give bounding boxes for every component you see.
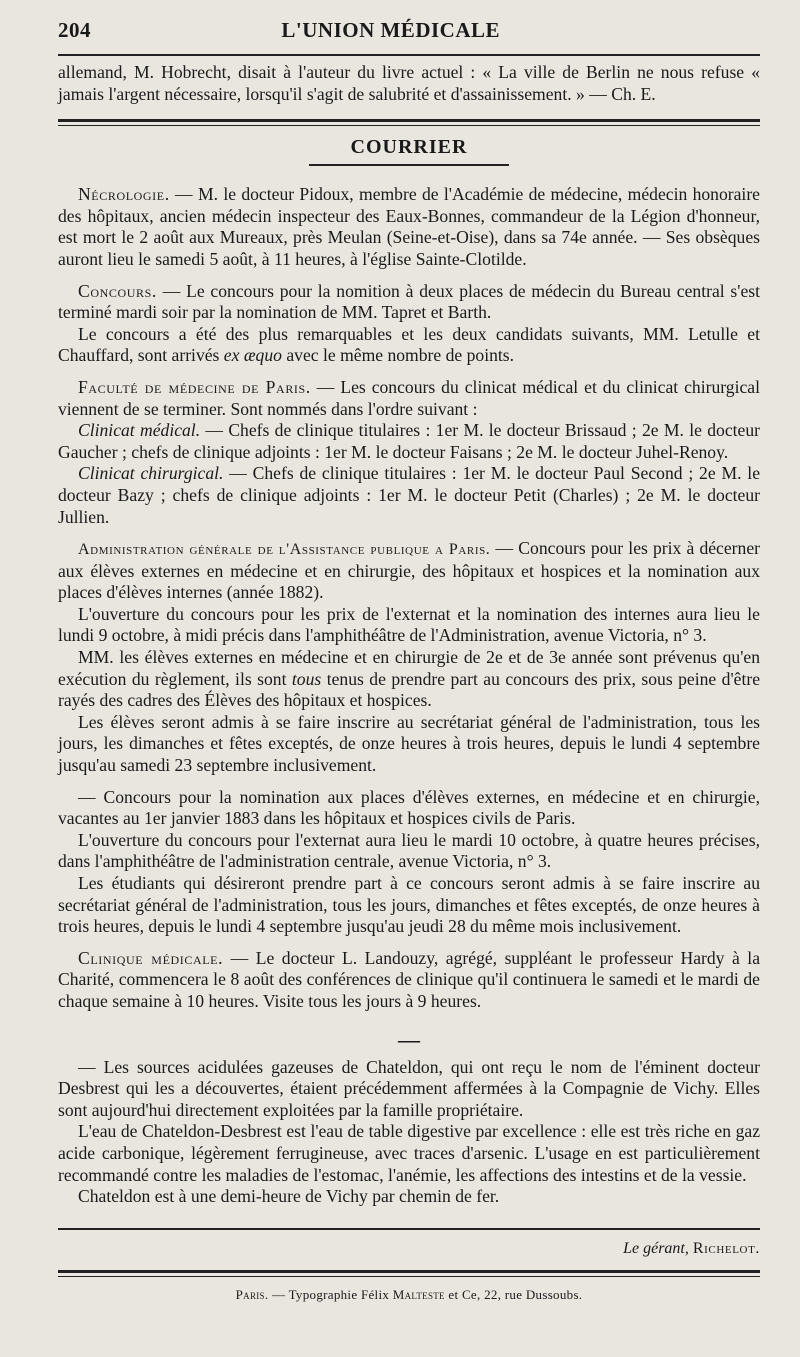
assistance-p3-tail: tenus de prendre part au concours des prix, sous peine d'être rayés des cadres des Élèves des hôpitaux et hospices. <box>58 668 760 711</box>
footer-city: Paris. <box>235 1286 269 1302</box>
journal-title: L'UNION MÉDICALE <box>281 18 500 42</box>
assistance-paragraph-6: L'ouverture du concours pour l'externat aura lieu le mardi 10 octobre, à quatre heures précises, dans l'amphithéâtre de l'administration centrale, avenue Victoria, n° 3. <box>58 829 760 872</box>
signature-name: Richelot. <box>692 1239 760 1257</box>
chateldon-paragraph-2: L'eau de Chateldon-Desbrest est l'eau de table digestive par excellence : elle est très riche en gaz acide carbonique, légèrement ferrugineuse, avec traces d'arsenic. L'usage en est particulièrement recommandé contre les maladies de l'estomac, l'anémie, les affections des intestins et de la vessie. <box>58 1121 760 1185</box>
faculte-paragraph <box>58 377 760 420</box>
necrologie-paragraph <box>58 184 760 270</box>
clinicat-chirurgical-paragraph <box>58 463 760 528</box>
chateldon-paragraph-3: Chateldon est à une demi-heure de Vichy par chemin de fer. <box>78 1186 500 1207</box>
clinique-heading: Clinique médicale. <box>78 947 224 968</box>
assistance-paragraph <box>58 538 760 604</box>
section-title: COURRIER <box>350 136 468 159</box>
signature-rule <box>58 1228 760 1230</box>
header-rule <box>58 54 760 56</box>
clinique-text: — Le docteur L. Landouzy, agrégé, suppléant le professeur Hardy à la Charité, commencera le 8 août des conférences de clinique qu'il continuera le samedi et le mardi de chaque semaine à 10 heures. Visite tous les jours à 9 heures. <box>58 947 760 1011</box>
assistance-paragraph-3 <box>58 647 760 712</box>
assistance-text: — Concours pour les prix à décerner aux élèves externes en médecine et en chirurgie, des hôpitaux et hospices et la nomination aux places d'élèves internes (année 1882). <box>58 538 760 603</box>
signature <box>58 1240 760 1262</box>
concours-p2-text: Le concours a été des plus remarquables et les deux candidats suivants, MM. Letulle et Chauffard, sont arrivés <box>58 323 760 366</box>
assistance-paragraph-2: L'ouverture du concours pour les prix de l'externat et la nomination des internes aura lieu le lundi 9 octobre, à midi précis dans l'amphithéâtre de l'Administration, avenue Victoria, n° 3. <box>58 603 760 646</box>
necrologie-text: — M. le docteur Pidoux, membre de l'Académie de médecine, médecin honoraire des hôpitaux, ancien médecin inspecteur des Eaux-Bonnes, commandeur de la Légion d'honneur, est mort le 2 août aux Mureaux, près Meulan (Seine-et-Oise), dans sa 74e année. — Ses obsèques auront lieu le samedi 5 août, à 11 heures, à l'église Sainte-Clotilde. <box>58 184 760 269</box>
clinicat-chirurgical-label: Clinicat chirurgical. <box>78 463 224 484</box>
section-divider <box>58 119 760 126</box>
concours-text: — Le concours pour la nomition à deux places de médecin du Bureau central s'est terminé mardi soir par la nomination de MM. Tapret et Barth. <box>58 280 760 323</box>
clinicat-medical-label: Clinicat médical. <box>78 420 201 441</box>
assistance-paragraph-5: — Concours pour la nomination aux places d'élèves externes, en médecine et en chirurgie, vacantes au 1er janvier 1883 dans les hôpitaux et hospices civils de Paris. <box>58 786 760 829</box>
faculte-heading: Faculté de médecine de Paris. <box>78 376 311 397</box>
footer-address: et Ce, 22, rue Dussoubs. <box>444 1286 583 1302</box>
faculte-text: — Les concours du clinicat médical et du clinicat chirurgical viennent de se terminer. Sont nommés dans l'ordre suivant : <box>58 376 760 419</box>
assistance-heading: Administration générale de l'Assistance publique a Paris. <box>78 541 491 559</box>
clinicat-medical-text: — Chefs de clinique titulaires : 1er M. le docteur Brissaud ; 2e M. le docteur Gaucher ; chefs de clinique adjoints : 1er M. le docteur Faisans ; 2e M. le docteur Juhel-Renoy. <box>58 420 760 462</box>
concours-heading: Concours. <box>78 280 157 301</box>
necrologie-heading: Nécrologie. <box>78 184 170 205</box>
assistance-p3-text: MM. les élèves externes en médecine et en chirurgie de 2e et de 3e année sont prévenus qu'en exécution du règlement, ils sont <box>58 647 760 689</box>
footer-printer: Malteste <box>392 1286 445 1302</box>
intro-paragraph: allemand, M. Hobrecht, disait à l'auteur du livre actuel : « La ville de Berlin ne nous refuse « jamais l'argent nécessaire, lorsqu'il s'agit de salubrité et d'assainissement. » — Ch. E. <box>58 62 760 104</box>
separator-dash: — <box>398 1026 420 1052</box>
concours-p2-italic: ex æquo <box>223 345 282 366</box>
concours-paragraph <box>58 281 760 324</box>
signature-label: Le gérant, <box>623 1239 689 1257</box>
page-header <box>58 18 760 50</box>
page-number: 204 <box>58 18 91 42</box>
footer-rule <box>58 1270 760 1277</box>
printer-footer <box>58 1287 760 1303</box>
clinicat-medical-paragraph <box>58 420 760 463</box>
clinique-paragraph <box>58 948 760 1013</box>
footer-text: — Typographie Félix <box>268 1286 393 1302</box>
clinicat-chirurgical-text: — Chefs de clinique titulaires : 1er M. le docteur Paul Second ; 2e M. le docteur Bazy ; chefs de clinique adjoints : 1er M. le docteur Petit (Charles) ; 2e M. le docteur Jullien. <box>58 463 761 527</box>
section-title-rule <box>309 164 509 166</box>
concours-paragraph-2 <box>58 324 760 367</box>
concours-p2-tail: avec le même nombre de points. <box>281 345 515 366</box>
chateldon-paragraph-1: — Les sources acidulées gazeuses de Chateldon, qui ont reçu le nom de l'éminent docteur Desbrest qui les a découvertes, étaient précédemment affermées à la Compagnie de Vichy. Elles sont aujourd'hui directement exploitées par la famille propriétaire. <box>58 1056 760 1120</box>
assistance-p3-italic: tous <box>291 668 322 689</box>
assistance-paragraph-7: Les étudiants qui désireront prendre part à ce concours seront admis à se faire inscrire au secrétariat général de l'administration, tous les jours, dimanches et fêtes exceptés, de onze heures à trois heures, depuis le lundi 4 septembre jusqu'au jeudi 28 du même mois inclusivement. <box>58 873 760 937</box>
assistance-paragraph-4: Les élèves seront admis à se faire inscrire au secrétariat général de l'administration, tous les jours, les dimanches et fêtes exceptés, de onze heures à trois heures, depuis le lundi 4 septembre jusqu'au samedi 23 septembre inclusivement. <box>58 711 760 776</box>
